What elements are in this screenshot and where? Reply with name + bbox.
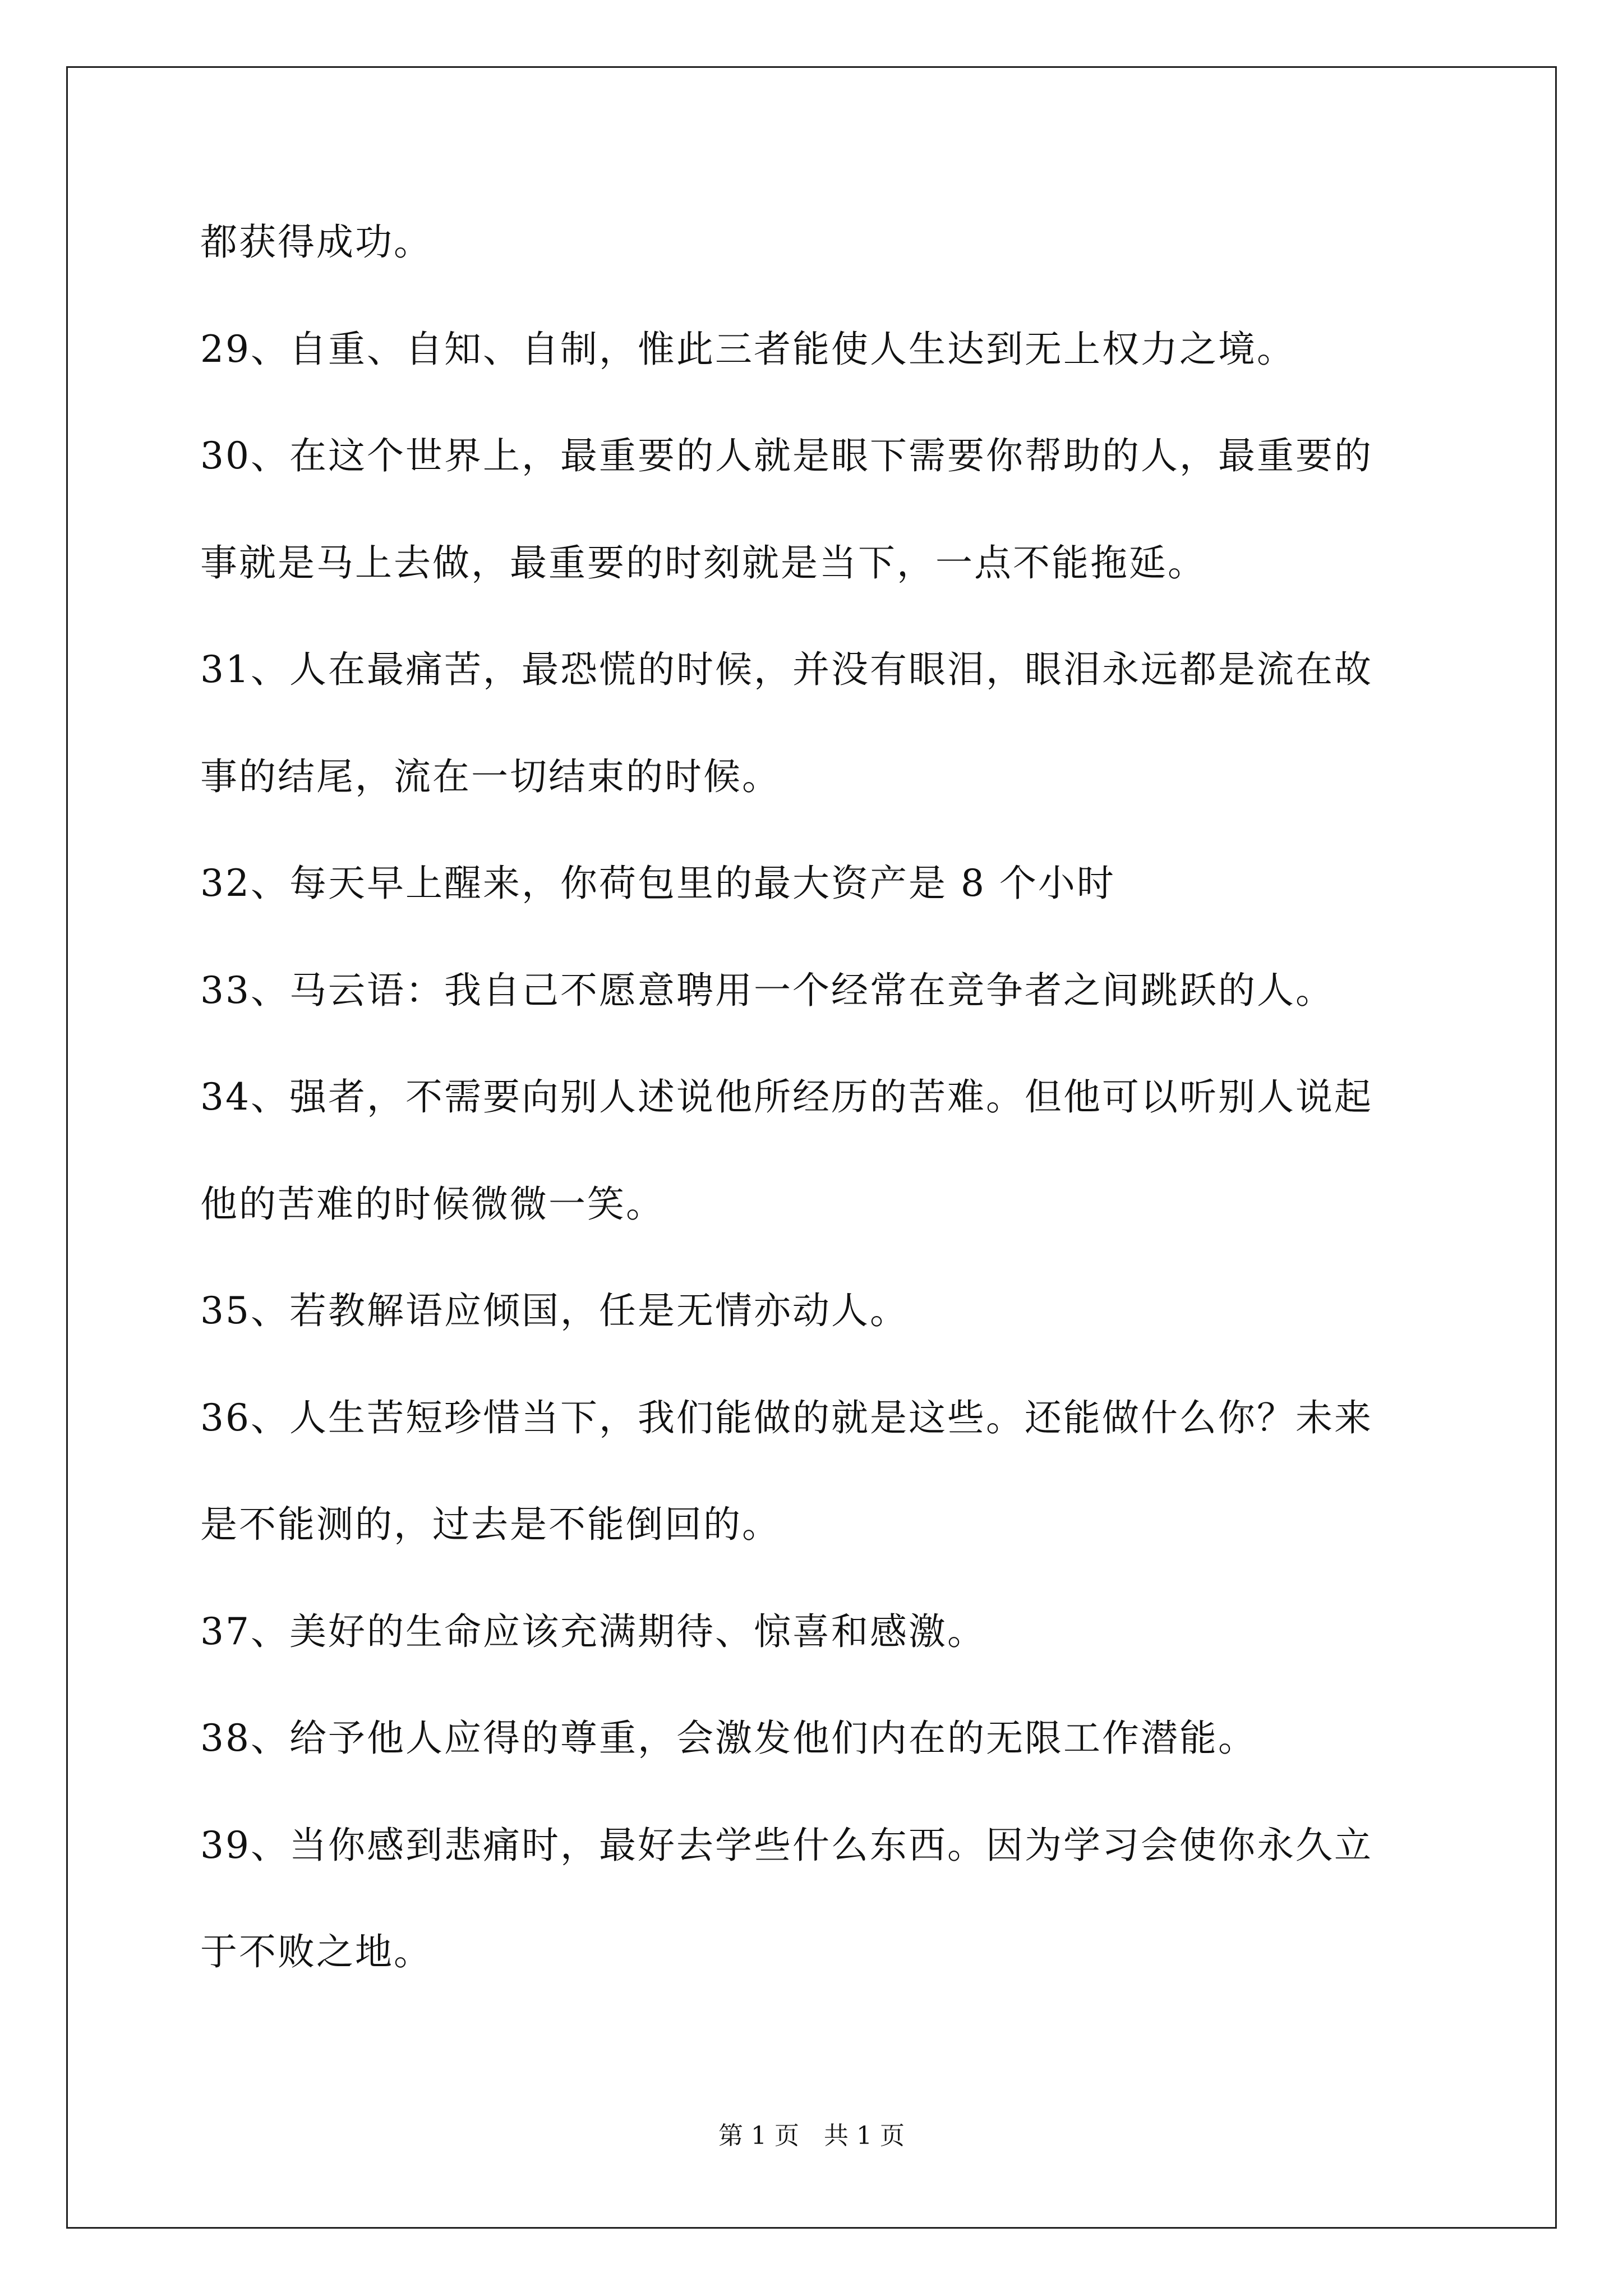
text-line: 事的结尾，流在一切结束的时候。 — [200, 754, 781, 798]
text-line: 32、每天早上醒来，你荷包里的最大资产是 8 个小时 — [200, 862, 1115, 905]
page-number: 第 1 页 — [718, 2122, 799, 2150]
text-line: 34、强者，不需要向别人述说他所经历的苦难。但他可以听别人说起 — [200, 1075, 1373, 1119]
text-line: 31、人在最痛苦，最恐慌的时候，并没有眼泪，眼泪永远都是流在故 — [200, 648, 1373, 691]
text-line: 35、若教解语应倾国，任是无情亦动人。 — [200, 1289, 909, 1332]
text-line: 38、给予他人应得的尊重，会激发他们内在的无限工作潜能。 — [200, 1717, 1257, 1760]
document-body — [200, 220, 1431, 2037]
text-line: 30、在这个世界上，最重要的人就是眼下需要你帮助的人，最重要的 — [200, 434, 1373, 477]
page-total: 共 1 页 — [824, 2122, 905, 2150]
text-line: 33、马云语：我自己不愿意聘用一个经常在竞争者之间跳跃的人。 — [200, 968, 1334, 1012]
text-line: 29、自重、自知、自制，惟此三者能使人生达到无上权力之境。 — [200, 327, 1295, 371]
text-line: 36、人生苦短珍惜当下，我们能做的就是这些。还能做什么你？未来 — [200, 1396, 1373, 1439]
text-line: 37、美好的生命应该充满期待、惊喜和感激。 — [200, 1609, 986, 1653]
text-line: 39、当你感到悲痛时，最好去学些什么东西。因为学习会使你永久立 — [200, 1823, 1373, 1867]
text-line: 事就是马上去做，最重要的时刻就是当下，一点不能拖延。 — [200, 541, 1206, 585]
text-line: 于不败之地。 — [200, 1930, 432, 1973]
page-footer — [0, 2122, 1623, 2151]
text-line: 是不能测的，过去是不能倒回的。 — [200, 1503, 781, 1546]
text-line: 都获得成功。 — [200, 220, 432, 264]
text-line: 他的苦难的时候微微一笑。 — [200, 1182, 665, 1226]
